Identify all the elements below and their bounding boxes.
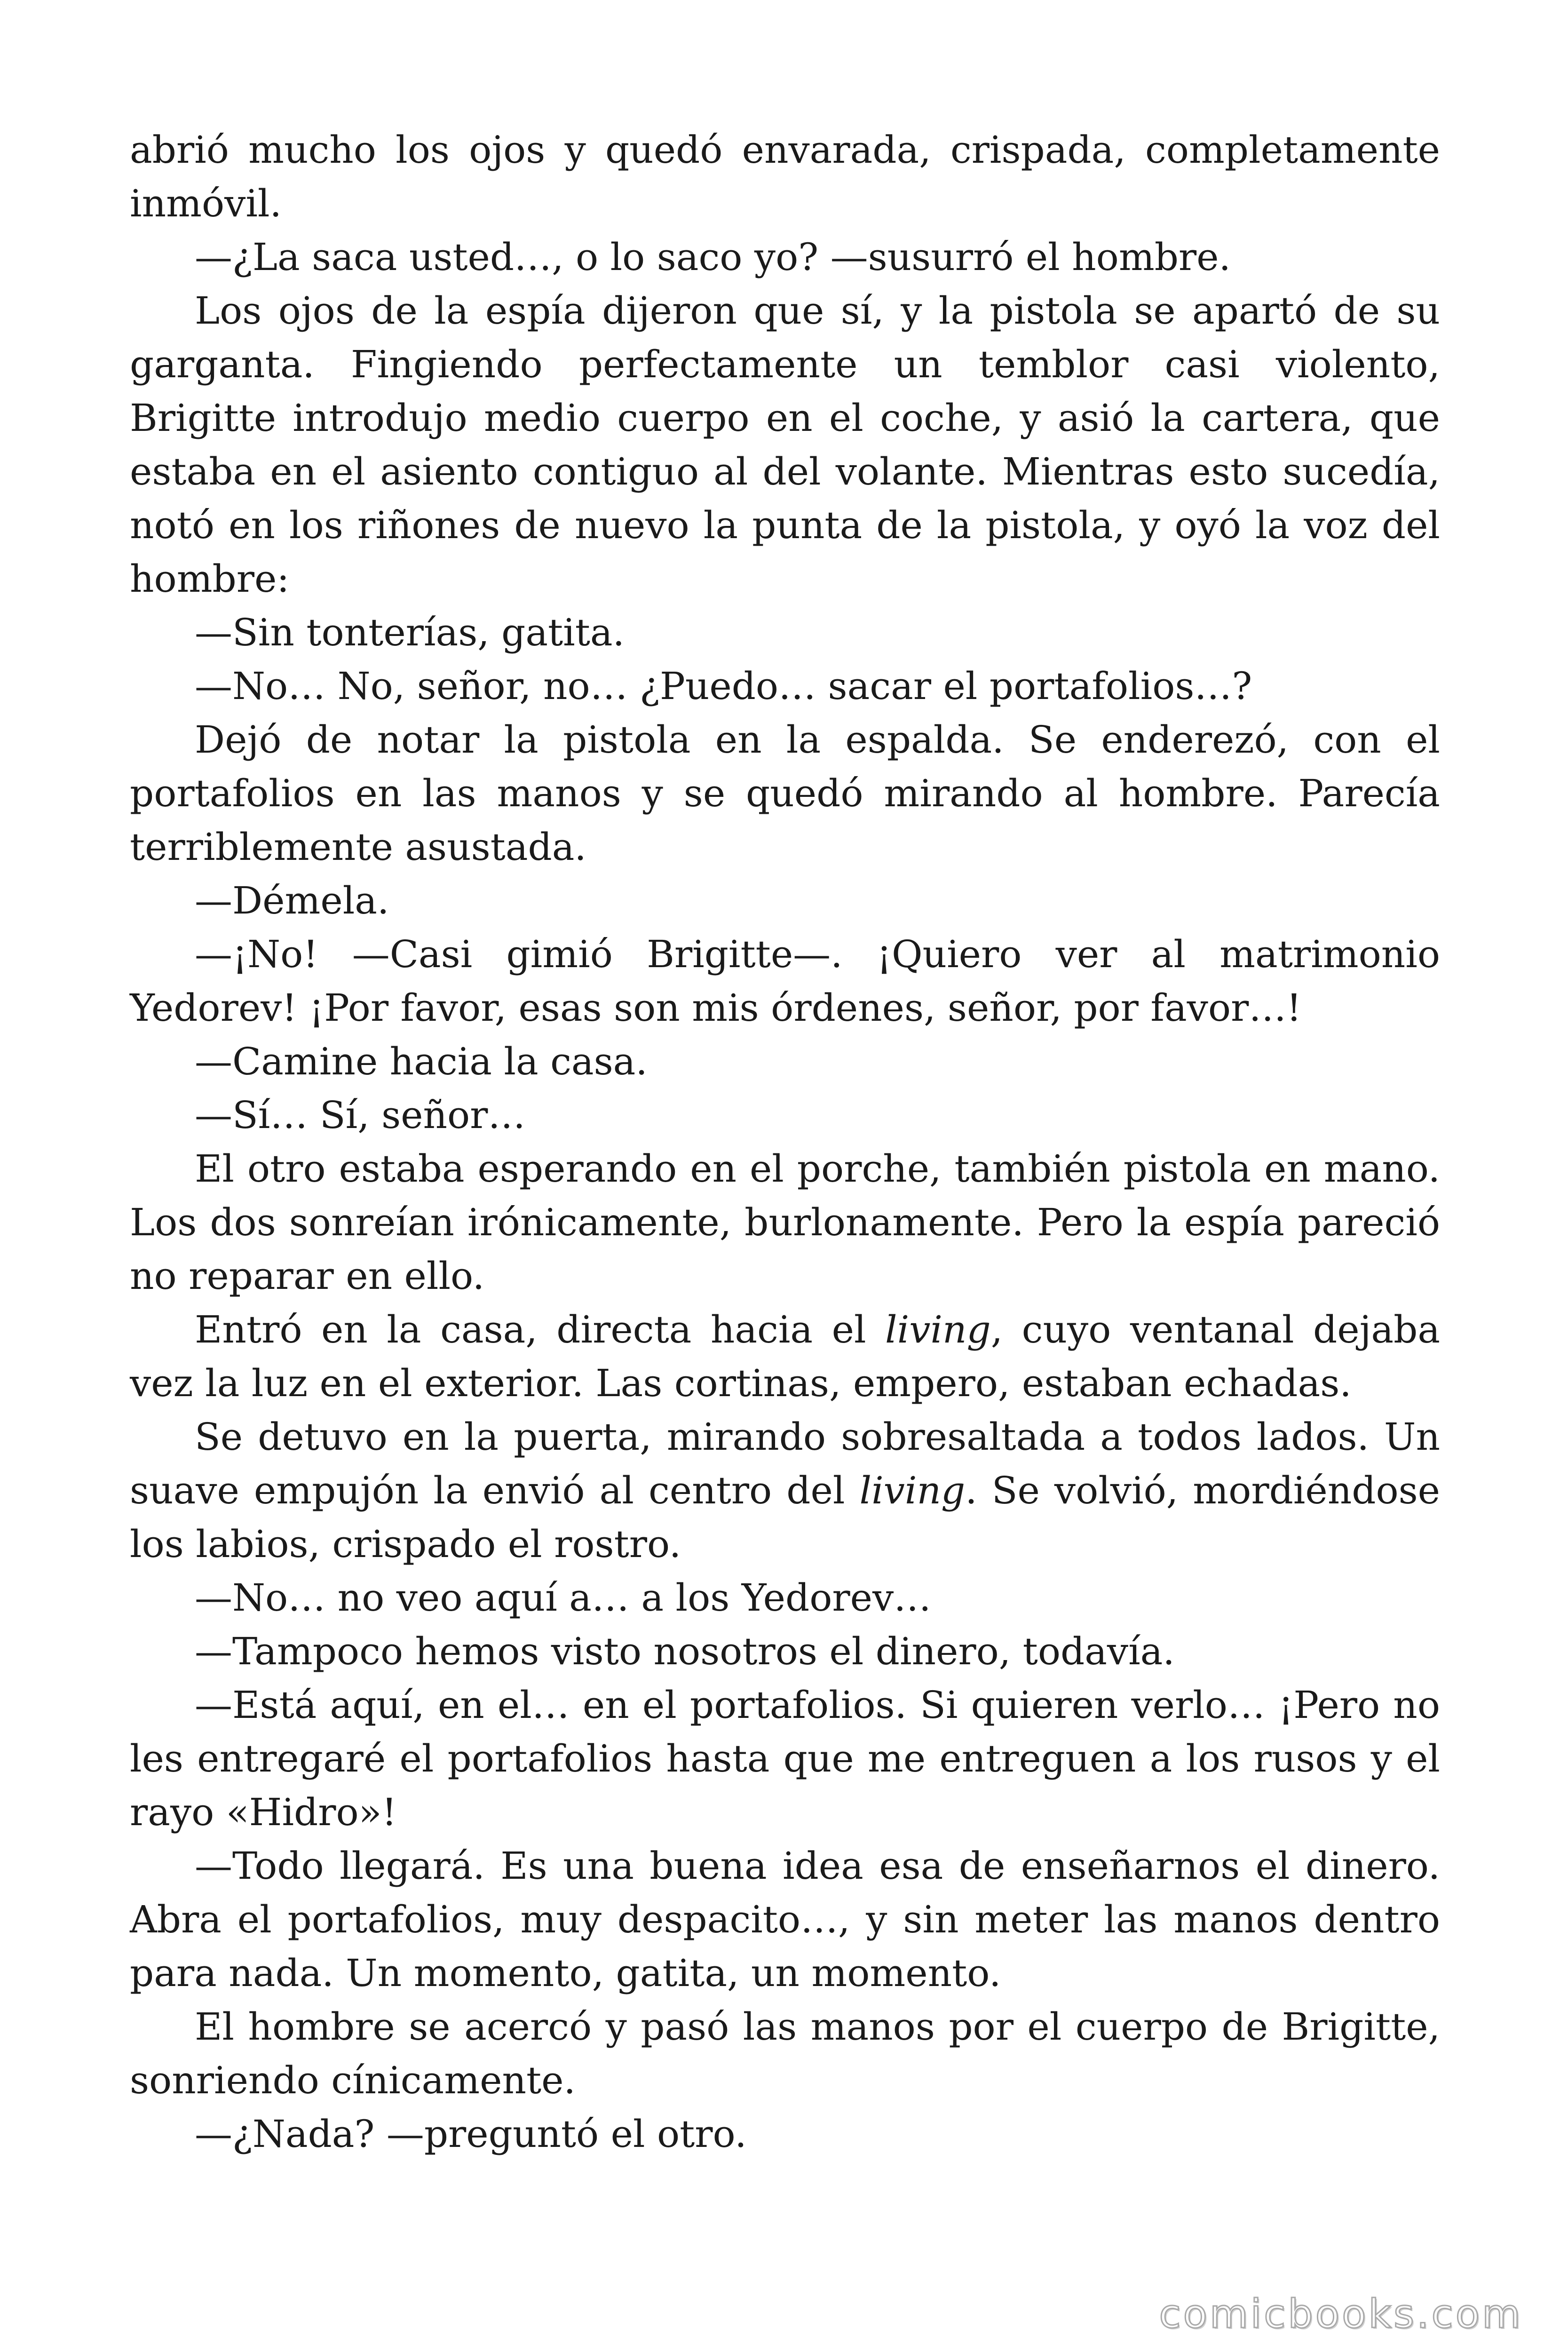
italic-word: living — [859, 1469, 966, 1512]
paragraph: abrió mucho los ojos y quedó envarada, crispada, completamente inmóvil. — [130, 128, 1440, 225]
text-run: , cuyo ventanal dejaba vez la luz en el exterior. Las cortinas, empero, estaban echadas. — [130, 1308, 1441, 1405]
text-run: . Se volvió, mordiéndose los labios, crispado el rostro. — [130, 1469, 1441, 1566]
paragraph: —Sí… Sí, señor… — [195, 1093, 526, 1137]
paragraph: El hombre se acercó y pasó las manos por el cuerpo de Brigitte, sonriendo cínicamente. — [130, 2005, 1440, 2102]
paragraph: —Sin tonterías, gatita. — [195, 611, 625, 654]
paragraph: El otro estaba esperando en el porche, también pistola en mano. Los dos sonreían irónicamente, burlonamente. Pero la espía pareció no reparar en ello. — [130, 1147, 1440, 1298]
watermark: comicbooks.com — [1159, 2291, 1523, 2337]
paragraph: —No… No, señor, no… ¿Puedo… sacar el portafolios…? — [195, 664, 1252, 708]
paragraph: —No… no veo aquí a… a los Yedorev… — [195, 1576, 932, 1620]
paragraph: —¿Nada? —preguntó el otro. — [195, 2112, 747, 2156]
text-run: Se detuvo en la puerta, mirando sobresaltada a todos lados. Un suave empujón la envió al centro del — [130, 1415, 1440, 1512]
paragraph — [130, 1303, 1440, 1410]
italic-word: living — [885, 1308, 991, 1351]
paragraph: —Camine hacia la casa. — [195, 1040, 648, 1083]
paragraph: Los ojos de la espía dijeron que sí, y la pistola se apartó de su garganta. Fingiendo perfectamente un temblor casi violento, Brigitte introdujo medio cuerpo en el coche, y asió la cartera, que estaba en el asiento contiguo al del volante. Mientras esto sucedía, notó en los riñones de nuevo la punta de la pistola, y oyó la voz del hombre: — [130, 289, 1440, 601]
paragraph: —Está aquí, en el… en el portafolios. Si quieren verlo… ¡Pero no les entregaré el portafolios hasta que me entreguen a los rusos y el rayo «Hidro»! — [130, 1683, 1440, 1834]
paragraph — [130, 1410, 1440, 1571]
paragraph: —Tampoco hemos visto nosotros el dinero, todavía. — [195, 1629, 1175, 1673]
page-body — [130, 123, 1440, 2161]
paragraph: —¡No! —Casi gimió Brigitte—. ¡Quiero ver al matrimonio Yedorev! ¡Por favor, esas son mis órdenes, señor, por favor…! — [130, 932, 1440, 1030]
paragraph: —Démela. — [195, 879, 389, 922]
paragraph: Dejó de notar la pistola en la espalda. Se enderezó, con el portafolios en las manos y se quedó mirando al hombre. Parecía terriblemente asustada. — [130, 718, 1440, 869]
text-run: Entró en la casa, directa hacia el — [195, 1308, 886, 1351]
paragraph: —Todo llegará. Es una buena idea esa de enseñarnos el dinero. Abra el portafolios, muy despacito…, y sin meter las manos dentro para nada. Un momento, gatita, un momento. — [130, 1844, 1440, 1995]
paragraph: —¿La saca usted…, o lo saco yo? —susurró el hombre. — [195, 235, 1231, 279]
